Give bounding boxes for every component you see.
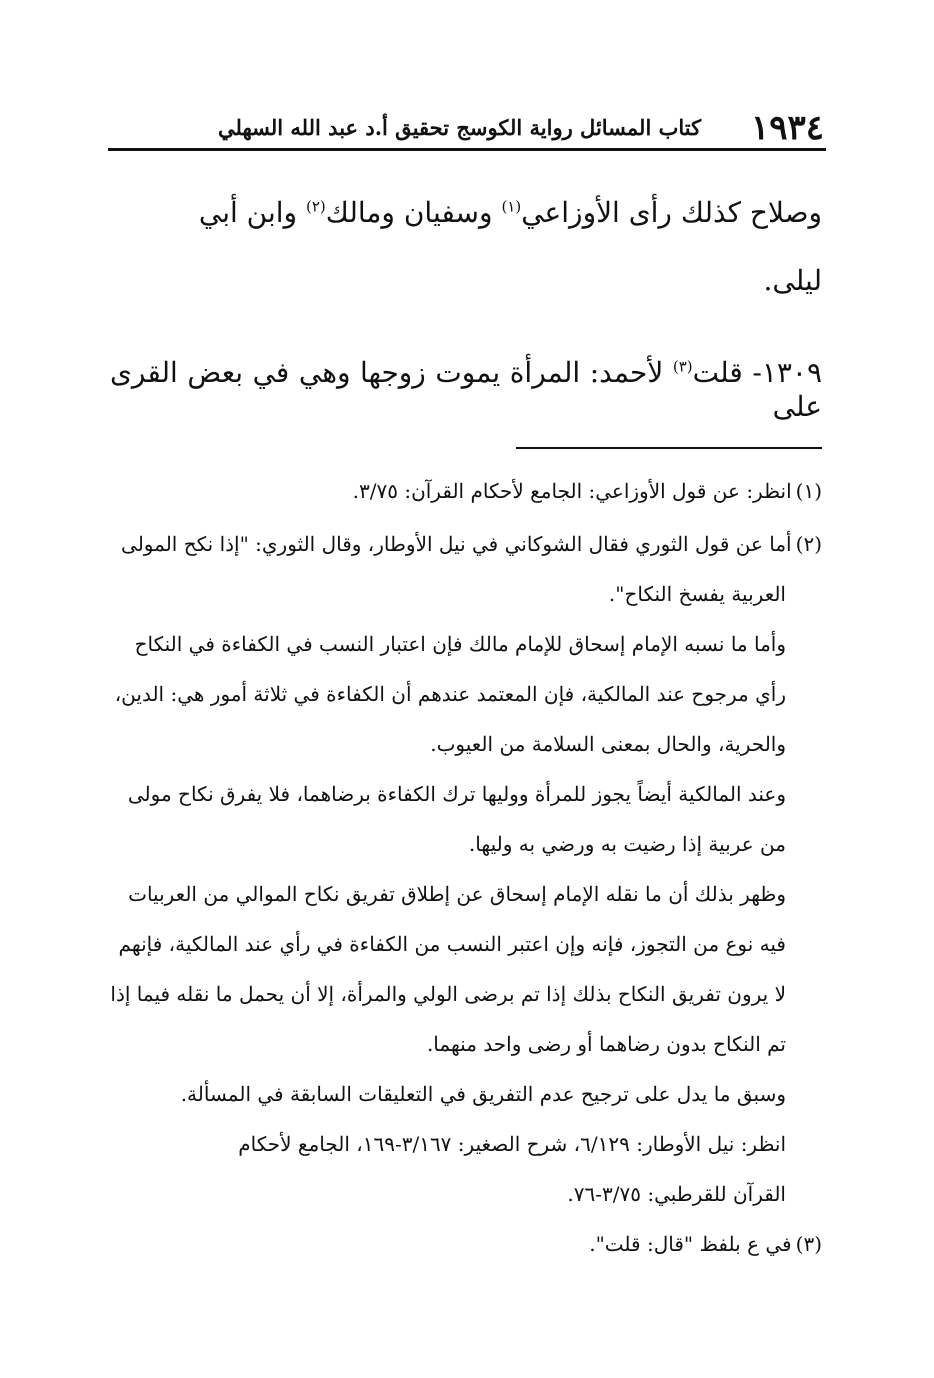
footnote-line: وسبق ما يدل على ترجيح عدم التفريق في التعليقات السابقة في المسألة. <box>180 1082 786 1106</box>
footnote-reference[interactable]: (١) <box>501 197 522 216</box>
footnote-line: رأي مرجوح عند المالكية، فإن المعتمد عندهم أن الكفاءة في ثلاثة أمور هي: الدين، <box>114 682 786 706</box>
header-rule <box>108 148 826 151</box>
body-text-fragment: ١٣٠٩- قلت <box>692 356 822 389</box>
footnote-text: انظر: عن قول الأوزاعي: الجامع لأحكام القرآن: ٣/٧٥. <box>352 479 792 503</box>
footnote-line: والحرية، والحال بمعنى السلامة من العيوب. <box>430 732 786 756</box>
footnote-text: أما عن قول الثوري فقال الشوكاني في نيل الأوطار، وقال الثوري: "إذا نكح المولى <box>121 532 792 556</box>
footnote-line: القرآن للقرطبي: ٣/٧٥-٧٦. <box>567 1182 786 1206</box>
footnote-line: العربية يفسخ النكاح". <box>608 582 786 606</box>
footnote-line: انظر: نيل الأوطار: ٦/١٢٩، شرح الصغير: ٣/١٦٧-١٦٩، الجامع لأحكام <box>238 1132 786 1156</box>
footnote-2 <box>121 531 822 557</box>
body-text-fragment: وابن أبي <box>198 196 306 229</box>
footnote-line: وعند المالكية أيضاً يجوز للمرأة ووليها ترك الكفاءة برضاهما، فلا يفرق نكاح مولى <box>127 782 786 806</box>
body-line <box>110 356 822 424</box>
footnote-marker: (١) <box>795 479 822 503</box>
running-title: كتاب المسائل رواية الكوسج تحقيق أ.د عبد الله السهلي <box>218 115 702 140</box>
footnote-line: تم النكاح بدون رضاهما أو رضى واحد منهما. <box>426 1032 786 1056</box>
body-line <box>110 196 822 230</box>
footnote-1 <box>353 478 822 504</box>
body-text-fragment: ليلى. <box>763 264 822 297</box>
footnote-line: من عربية إذا رضيت به ورضي به وليها. <box>468 832 786 856</box>
footnote-line: فيه نوع من التجوز، فإنه وإن اعتبر النسب من الكفاءة في رأي عند المالكية، فإنهم <box>118 932 786 956</box>
footnote-reference[interactable]: (٢) <box>305 197 326 216</box>
page-number: ١٩٣٤ <box>750 108 824 148</box>
footnote-marker: (٢) <box>795 532 822 556</box>
body-text-fragment: وصلاح كذلك رأى الأوزاعي <box>521 196 822 229</box>
footnote-text: في ع بلفظ "قال: قلت". <box>589 1232 792 1256</box>
body-text-fragment: وسفيان ومالك <box>325 196 502 229</box>
footnote-reference[interactable]: (٣) <box>672 357 693 376</box>
page-header <box>108 100 826 148</box>
body-text-fragment: لأحمد: المرأة يموت زوجها وهي في بعض القرى على <box>110 356 822 423</box>
footnote-line: وظهر بذلك أن ما نقله الإمام إسحاق عن إطلاق تفريق نكاح الموالي من العربيات <box>128 882 786 906</box>
body-line <box>110 264 822 298</box>
footnote-line: لا يرون تفريق النكاح بذلك إذا تم برضى الولي والمرأة، إلا أن يحمل ما نقله فيما إذا <box>110 982 786 1006</box>
footnote-separator <box>516 447 822 449</box>
footnote-3 <box>589 1231 822 1257</box>
footnote-line: وأما ما نسبه الإمام إسحاق للإمام مالك فإن اعتبار النسب في الكفاءة في النكاح <box>134 632 786 656</box>
footnote-marker: (٣) <box>795 1232 822 1256</box>
